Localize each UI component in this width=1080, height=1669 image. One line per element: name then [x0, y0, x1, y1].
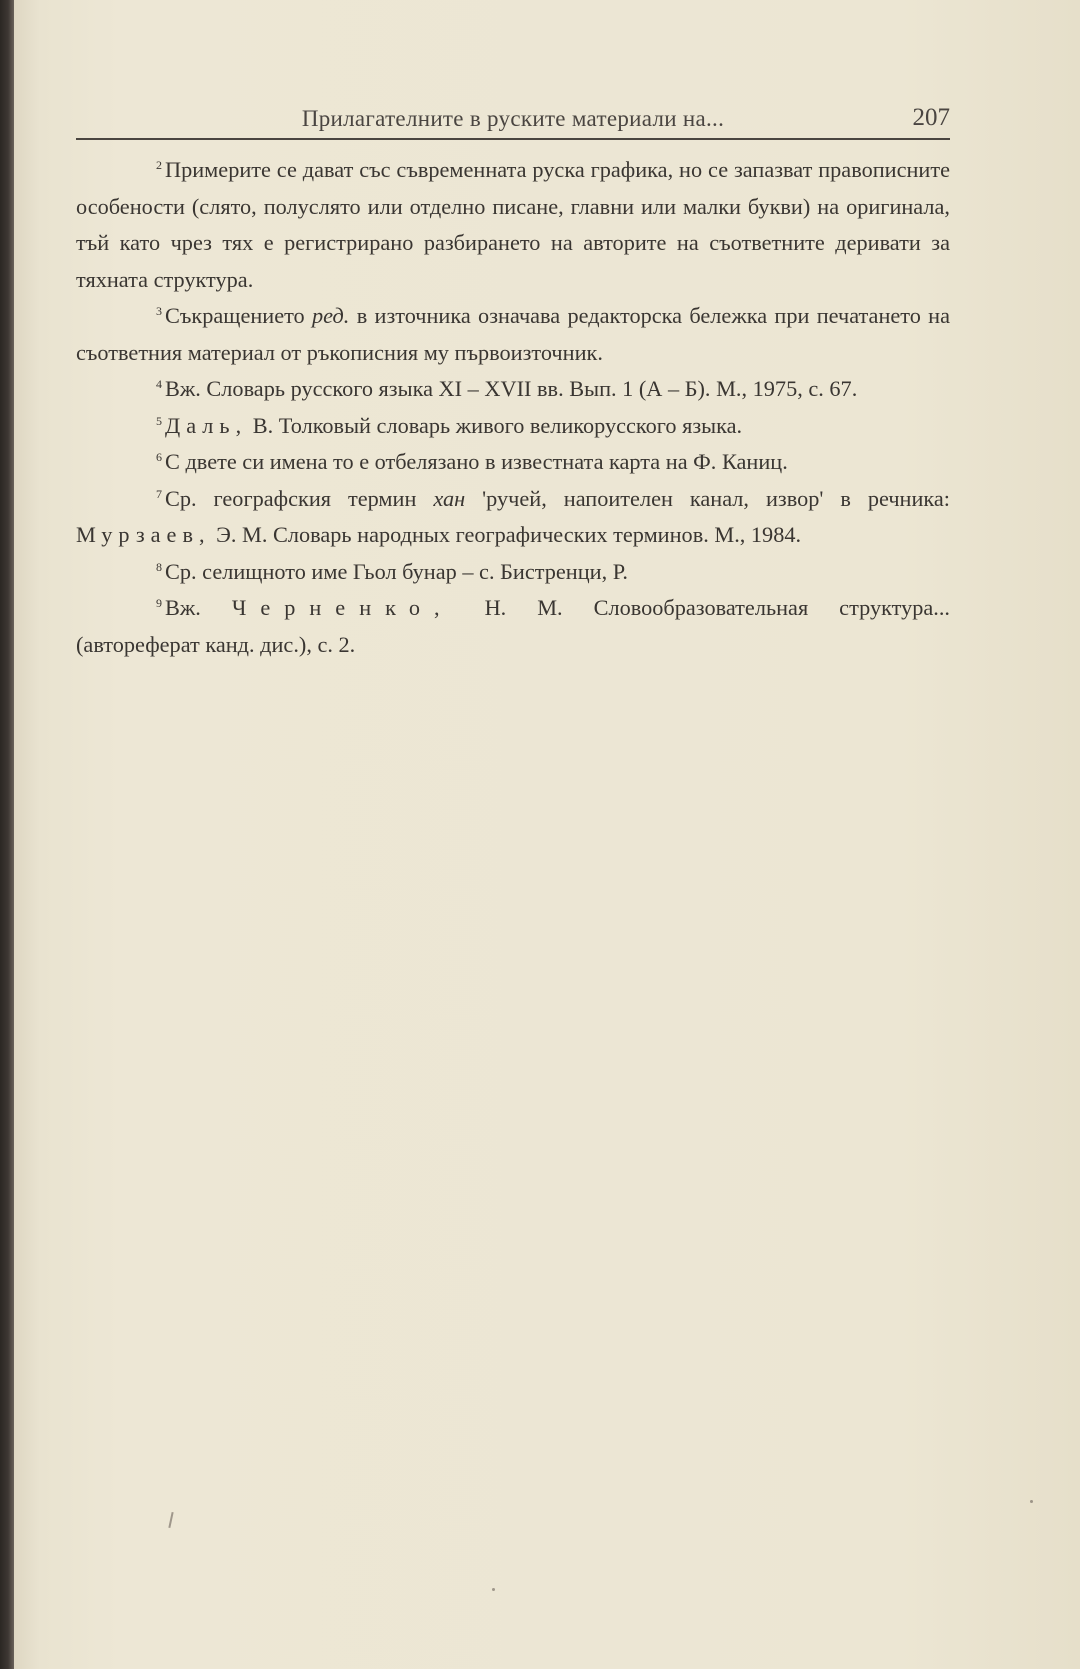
footnote-text: 'ручей, напоителен канал, извор' в речника: — [482, 485, 950, 511]
footnote-4 — [76, 371, 950, 408]
footnote-number: 2 — [156, 158, 162, 172]
footnotes — [76, 152, 950, 663]
footnote-7 — [76, 481, 950, 554]
footnote-text: Н. М. Словообразовательная структура... (автореферат канд. дис.), с. 2. — [76, 595, 950, 657]
footnote-author: Черненко, — [231, 595, 454, 620]
footnote-text: Ср. географския термин — [165, 485, 417, 511]
footnote-author: Даль, — [165, 412, 248, 438]
running-title: Прилагателните в руските материали на... — [301, 106, 725, 131]
footnote-number: 3 — [156, 304, 162, 318]
footnote-italic-term: ред. — [312, 303, 350, 328]
paper-speck — [1030, 1500, 1033, 1503]
paper-speck — [168, 1512, 173, 1528]
footnote-italic-term: хан — [433, 485, 466, 511]
running-header — [76, 104, 950, 140]
footnote-author: Мурзаев, — [76, 522, 211, 547]
book-binding-shadow — [0, 0, 14, 1669]
footnote-text: В. Толковый словарь живого великорусского языка. — [252, 412, 743, 438]
paper-speck — [492, 1588, 495, 1591]
footnote-text: Э. М. Словарь народных географических терминов. М., 1984. — [216, 522, 802, 547]
footnote-number: 5 — [156, 413, 162, 428]
footnote-number: 6 — [156, 450, 162, 464]
footnote-text: Вж. — [165, 595, 201, 620]
footnote-5 — [76, 408, 950, 445]
footnote-text: Ср. селищното име Гьол бунар – с. Бистренци, Р. — [165, 558, 628, 584]
footnote-text: Вж. Словарь русского языка XI – XVII вв. Вып. 1 (А – Б). М., 1975, с. 67. — [165, 376, 858, 401]
footnote-6 — [76, 444, 950, 481]
footnote-number: 7 — [156, 486, 162, 501]
footnote-text: Съкращението — [165, 303, 305, 328]
footnote-number: 9 — [156, 596, 162, 610]
footnote-number: 8 — [156, 559, 162, 574]
footnote-2 — [76, 152, 950, 298]
footnote-text: в източника означава редакторска бележка при печатането на съответния материал от ръкописния му първоизточник. — [76, 303, 951, 365]
footnote-9 — [76, 590, 950, 663]
footnote-8 — [76, 554, 950, 591]
footnote-3 — [76, 298, 950, 371]
footnote-number: 4 — [156, 377, 162, 391]
footnote-text: Примерите се дават със съвременната руска графика, но се запазват правописните особености (слято, полуслято или отделно писане, главни или малки букви) на оригинала, тъй като чрез тях е регистрирано разбирането на авторите на съответните деривати за тяхната структура. — [76, 157, 950, 292]
page-number: 207 — [912, 104, 950, 131]
footnote-text: С двете си имена то е отбелязано в известната карта на Ф. Каниц. — [165, 449, 788, 474]
